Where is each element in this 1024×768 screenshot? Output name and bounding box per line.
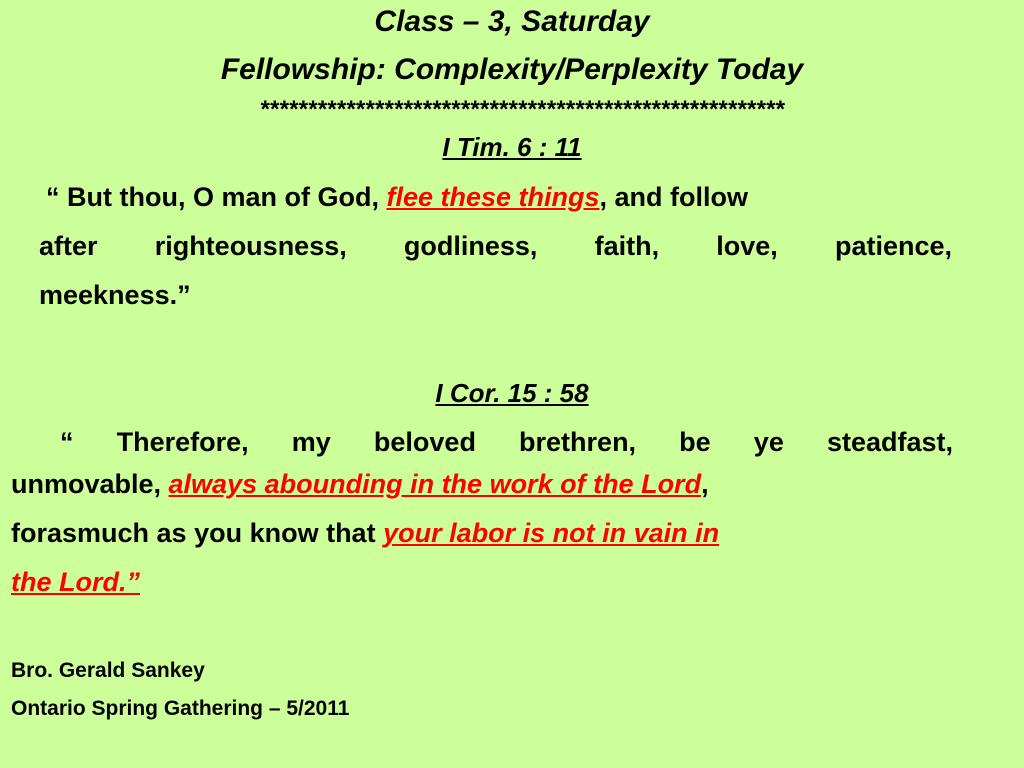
star-divider: ******************************************************* <box>259 96 785 123</box>
verse-2-line-3 <box>11 517 1024 549</box>
event-info: Ontario Spring Gathering – 5/2011 <box>11 697 350 720</box>
verse-2-highlight-1: always abounding in the work of the Lord <box>168 469 702 499</box>
verse-1-line-2: after righteousness, godliness, faith, love, patience, <box>39 231 952 261</box>
verse-2-text-b: , <box>701 469 709 499</box>
verse-1-line-3: meekness.” <box>39 280 191 310</box>
verse-1-text-a: “ But thou, O man of God, <box>46 182 387 212</box>
verse-2-line-4 <box>11 566 1024 598</box>
verse-2-highlight-2: your labor is not in vain in <box>383 518 720 548</box>
verse-1-line-1 <box>46 181 946 213</box>
verse-1-text-b: , and follow <box>599 182 748 212</box>
speaker-name: Bro. Gerald Sankey <box>11 659 205 682</box>
scripture-reference-2: I Cor. 15 : 58 <box>435 378 589 408</box>
verse-2-highlight-3: the Lord.” <box>11 567 140 597</box>
slide-subtitle: Fellowship: Complexity/Perplexity Today <box>220 53 804 86</box>
verse-2-line-1: “ Therefore, my beloved brethren, be ye steadfast, <box>60 427 953 457</box>
verse-2-text-a: unmovable, <box>11 469 169 499</box>
verse-2-line-2 <box>11 468 1024 500</box>
slide-title: Class – 3, Saturday <box>374 5 650 38</box>
verse-1-highlight: flee these things <box>386 182 600 212</box>
scripture-reference-1: I Tim. 6 : 11 <box>442 132 582 162</box>
verse-2-text-c: forasmuch as you know that <box>11 518 384 548</box>
